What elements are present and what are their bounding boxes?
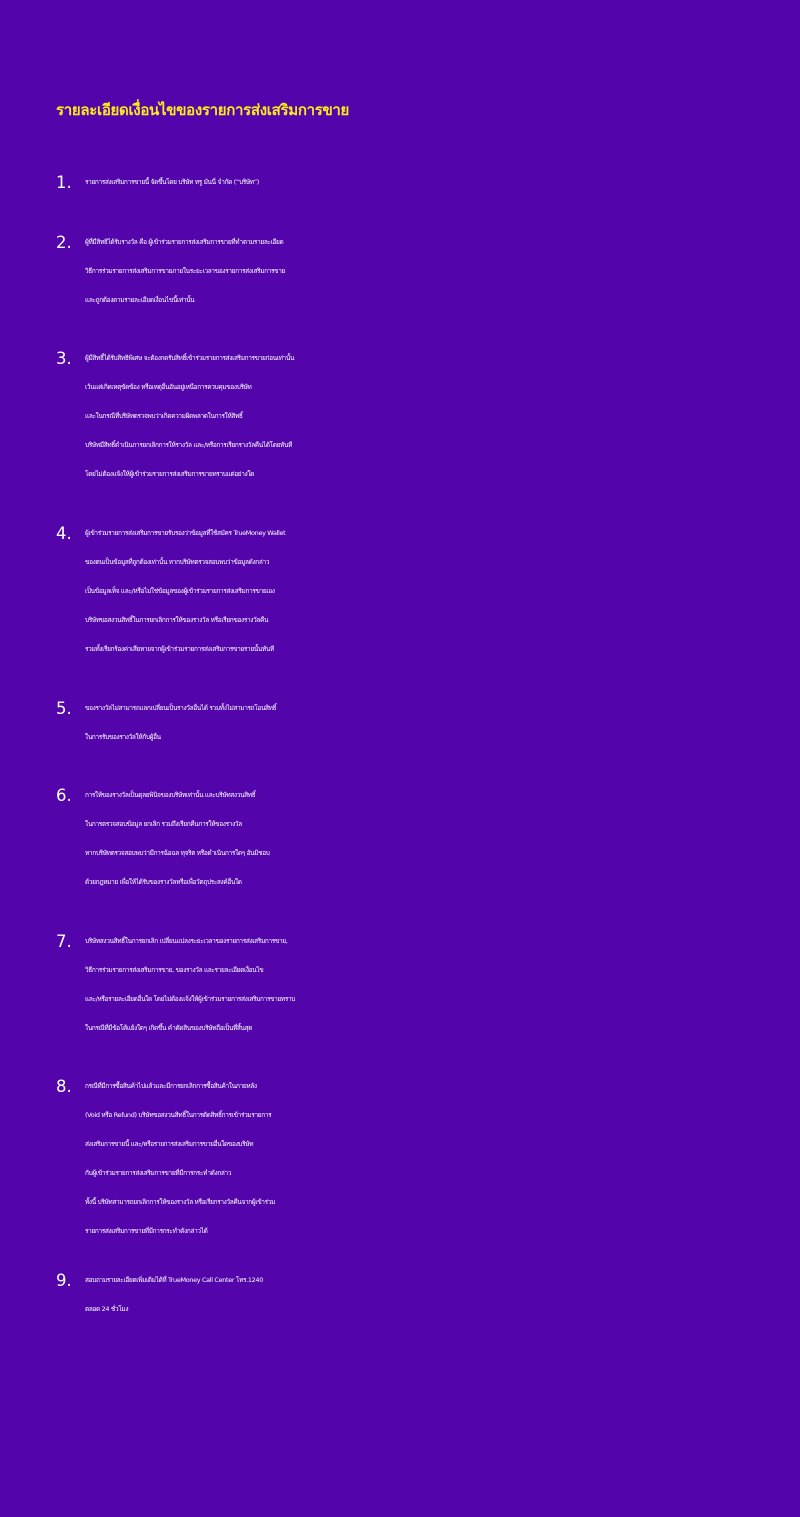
term-line: ผู้เข้าร่วมรายการส่งเสริมการขายรับรองว่าข้อมูลที่ใช้สมัคร TrueMoney Wallet: [85, 529, 286, 537]
term-number: 9.: [56, 1271, 72, 1290]
term-line: หากบริษัทตรวจสอบพบว่ามีการฉ้อฉล ทุจริต หรือดำเนินการใดๆ อันมิชอบ: [85, 849, 270, 857]
term-text: [85, 344, 797, 489]
term-line: ทั้งนี้ บริษัทสามารถยกเลิกการให้ของรางวัล หรือเรียกรางวัลคืนจากผู้เข้าร่วม: [85, 1198, 275, 1206]
term-line: เว้นแต่เกิดเหตุขัดข้อง หรือเหตุอื่นอันอยู่เหนือการควบคุมของบริษัท: [85, 383, 252, 391]
term-line: ของรางวัลไม่สามารถแลกเปลี่ยนเป็นรางวัลอื่นได้ รวมทั้งไม่สามารถโอนสิทธิ์: [85, 704, 277, 712]
term-line: รวมทั้งเรียกร้องค่าเสียหายจากผู้เข้าร่วมรายการส่งเสริมการขายรายนั้นทันที: [85, 645, 274, 653]
term-line: และ/หรือรายละเอียดอื่นใด โดยไม่ต้องแจ้งให้ผู้เข้าร่วมรายการส่งเสริมการขายทราบ: [85, 995, 296, 1003]
term-line: ส่งเสริมการขายนี้ และ/หรือรายการส่งเสริมการขายอื่นใดของบริษัท: [85, 1140, 254, 1148]
term-line: และในกรณีที่บริษัทตรวจพบว่าเกิดความผิดพลาดในการให้สิทธิ์: [85, 412, 243, 420]
term-line: ของตนเป็นข้อมูลที่ถูกต้องเท่านั้น หากบริษัทตรวจสอบพบว่าข้อมูลดังกล่าว: [85, 558, 270, 566]
term-number: 7.: [56, 932, 72, 951]
term-text: [85, 781, 797, 897]
term-text: [85, 927, 797, 1043]
term-text: [85, 1072, 797, 1246]
term-line: และถูกต้องตามรายละเอียดเงื่อนไขนี้เท่านั้น: [85, 296, 195, 304]
term-line: บริษัทสงวนสิทธิ์ในการยกเลิก เปลี่ยนแปลงระยะเวลาของรายการส่งเสริมการขาย,: [85, 937, 288, 945]
term-line: วิธีการร่วมรายการส่งเสริมการขายภายในระยะเวลาของรายการส่งเสริมการขาย: [85, 267, 286, 275]
term-text: [85, 519, 797, 664]
term-line: ผู้มีสิทธิ์ได้รับสิทธิพิเศษ จะต้องกดรับสิทธิ์เข้าร่วมรายการส่งเสริมการขายก่อนเท่านั้น: [85, 354, 295, 362]
term-number: 8.: [56, 1077, 72, 1096]
term-text: [85, 168, 797, 197]
term-line: วิธีการร่วมรายการส่งเสริมการขาย, ของรางวัล และรายละเอียดเงื่อนไข: [85, 966, 264, 974]
term-text: [85, 1266, 797, 1324]
term-line: ด้วยกฎหมาย เพื่อให้ได้รับของรางวัลหรือเพื่อวัตถุประสงค์อื่นใด: [85, 878, 242, 886]
term-number: 5.: [56, 699, 72, 718]
term-number: 4.: [56, 524, 72, 543]
term-line: การให้ของรางวัลเป็นดุลยพินิจของบริษัทเท่านั้น และบริษัทสงวนสิทธิ์: [85, 791, 256, 799]
term-number: 3.: [56, 349, 72, 368]
term-line: โดยไม่ต้องแจ้งให้ผู้เข้าร่วมรายการส่งเสริมการขายทราบแต่อย่างใด: [85, 470, 255, 478]
term-text: [85, 694, 797, 752]
term-number: 2.: [56, 233, 72, 252]
term-number: 6.: [56, 786, 72, 805]
term-text: [85, 228, 797, 315]
term-line: สอบถามรายละเอียดเพิ่มเติมได้ที่ TrueMoney Call Center โทร.1240: [85, 1276, 263, 1284]
term-line: กรณีที่มีการซื้อสินค้าไปแล้วและมีการยกเลิกการซื้อสินค้าในภายหลัง: [85, 1082, 257, 1090]
term-line: เป็นข้อมูลเท็จ และ/หรือไม่ใช่ข้อมูลของผู้เข้าร่วมรายการส่งเสริมการขายเอง: [85, 587, 275, 595]
term-line: บริษัทมีสิทธิ์ดำเนินการยกเลิกการให้รางวัล และ/หรือการเรียกรางวัลคืนได้โดยทันที: [85, 441, 293, 449]
term-line: รายการส่งเสริมการขายที่มีการกระทำดังกล่าวได้: [85, 1227, 208, 1235]
term-line: ในการรับของรางวัลให้กับผู้อื่น: [85, 733, 161, 741]
term-line: บริษัทขอสงวนสิทธิ์ในการยกเลิกการให้ของรางวัล หรือเรียกของรางวัลคืน: [85, 616, 269, 624]
term-number: 1.: [56, 173, 72, 192]
term-line: ตลอด 24 ชั่วโมง: [85, 1305, 129, 1313]
term-line: (Void หรือ Refund) บริษัทขอสงวนสิทธิ์ในการตัดสิทธิ์การเข้าร่วมรายการ: [85, 1111, 272, 1119]
term-line: รายการส่งเสริมการขายนี้ จัดขึ้นโดย บริษัท ทรู มันนี่ จำกัด (“บริษัท”): [85, 178, 259, 186]
term-line: ผู้ที่มีสิทธิได้รับรางวัล คือ ผู้เข้าร่วมรายการส่งเสริมการขายที่ทำตามรายละเอียด: [85, 238, 284, 246]
term-line: ในกรณีที่มีข้อโต้แย้งใดๆ เกิดขึ้น คำตัดสินของบริษัทถือเป็นที่สิ้นสุด: [85, 1024, 253, 1032]
term-line: ในการตรวจสอบข้อมูล ยกเลิก รวมถึงเรียกคืนการให้ของรางวัล: [85, 820, 242, 828]
term-line: กับผู้เข้าร่วมรายการส่งเสริมการขายที่มีการกระทำดังกล่าว: [85, 1169, 232, 1177]
page-title: รายละเอียดเงื่อนไขของรายการส่งเสริมการขาย: [56, 101, 350, 119]
